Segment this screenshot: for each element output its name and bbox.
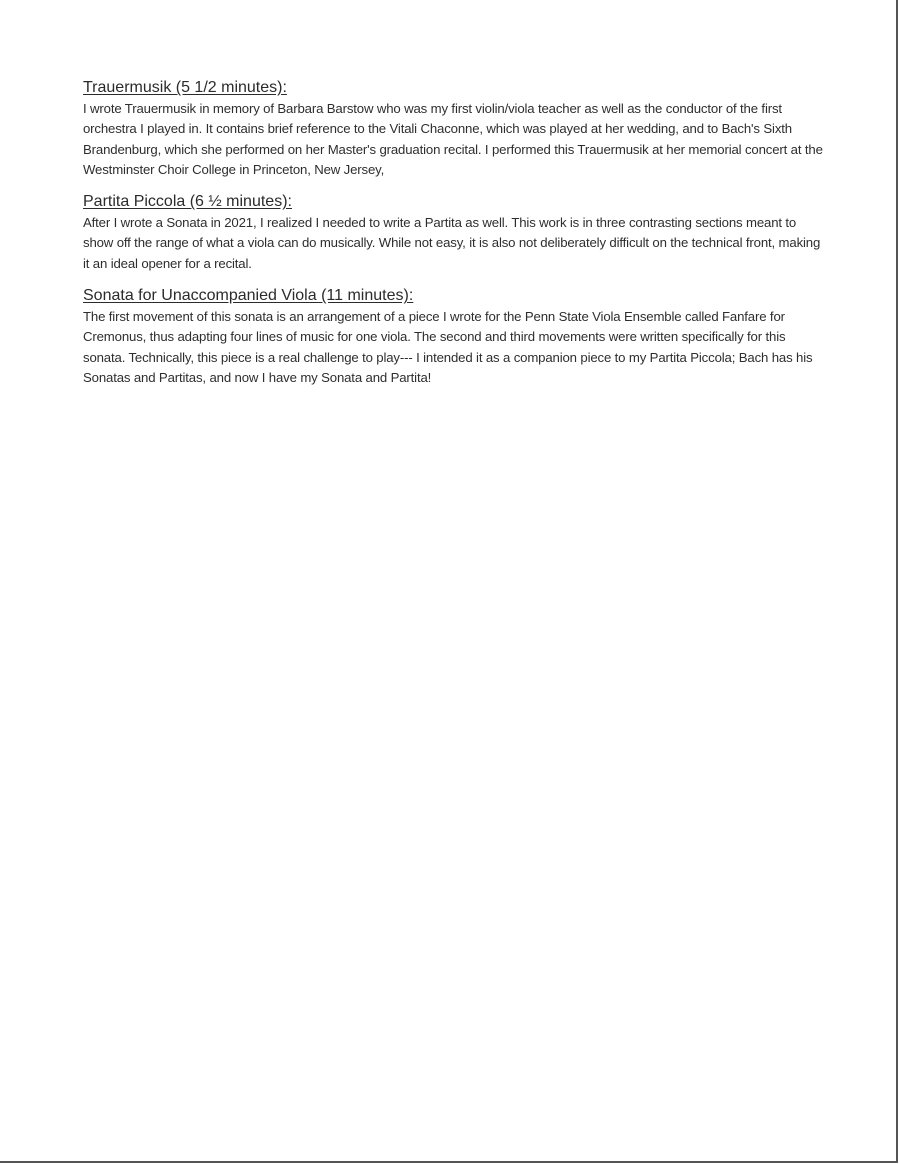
section-sonata <box>83 286 823 388</box>
program-notes <box>83 78 823 400</box>
section-body: The first movement of this sonata is an arrangement of a piece I wrote for the Penn State Viola Ensemble called Fanfare for Cremonus, thus adapting four lines of music for one viola. The second and third movements were written specifically for this sonata. Technically, this piece is a real challenge to play--- I intended it as a companion piece to my Partita Piccola; Bach has his Sonatas and Partitas, and now I have my Sonata and Partita! <box>83 309 813 385</box>
section-partita-piccola <box>83 192 823 274</box>
section-heading: Partita Piccola (6 ½ minutes): <box>83 193 292 211</box>
section-trauermusik <box>83 78 823 180</box>
section-body: I wrote Trauermusik in memory of Barbara Barstow who was my first violin/viola teacher as well as the conductor of the first orchestra I played in. It contains brief reference to the Vitali Chaconne, which was played at her wedding, and to Bach's Sixth Brandenburg, which she performed on her Master's graduation recital. I performed this Trauermusik at her memorial concert at the Westminster Choir College in Princeton, New Jersey, <box>83 101 823 177</box>
section-body: After I wrote a Sonata in 2021, I realized I needed to write a Partita as well. This work is in three contrasting sections meant to show off the range of what a viola can do musically. While not easy, it is also not deliberately difficult on the technical front, making it an ideal opener for a recital. <box>83 215 821 271</box>
section-heading: Trauermusik (5 1/2 minutes): <box>83 79 287 96</box>
section-heading: Sonata for Unaccompanied Viola (11 minutes): <box>83 287 414 305</box>
